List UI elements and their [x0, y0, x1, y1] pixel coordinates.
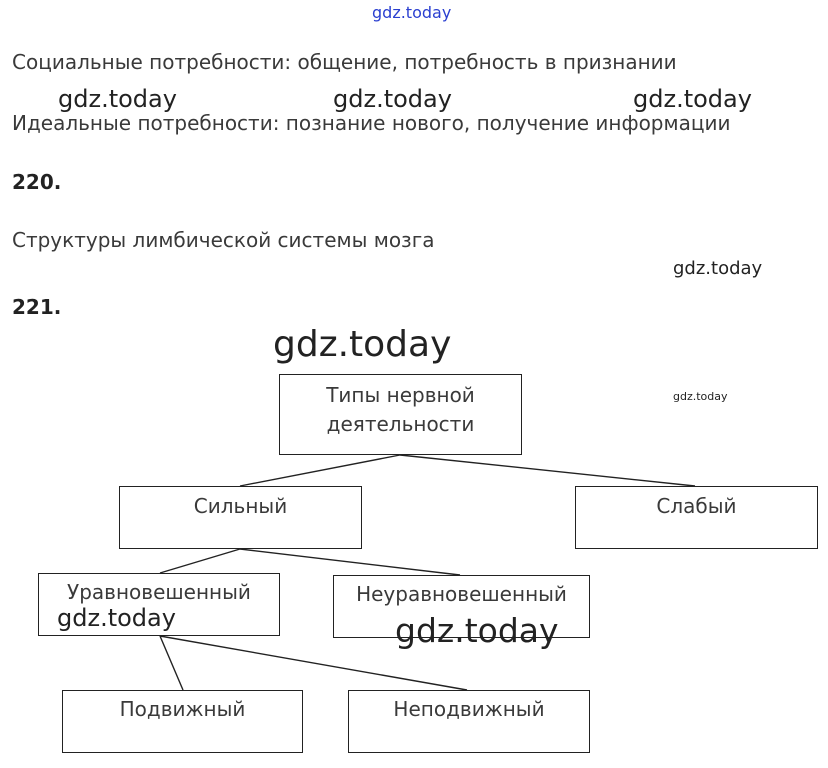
node-inert-label: Неподвижный — [393, 697, 545, 721]
watermark: gdz.today — [273, 324, 452, 365]
node-weak-label: Слабый — [656, 494, 737, 518]
node-strong-label: Сильный — [193, 494, 288, 518]
watermark: gdz.today — [673, 258, 763, 279]
node-mobile-label: Подвижный — [119, 697, 246, 721]
watermark: gdz.today — [633, 85, 752, 113]
connector-strong-unbalanced — [240, 549, 460, 575]
connector-balanced-mobile — [160, 636, 183, 690]
watermark: gdz.today — [57, 604, 176, 632]
watermark: gdz.today — [673, 390, 728, 403]
node-inert — [348, 690, 590, 753]
node-balanced-label: Уравновешенный — [67, 580, 251, 604]
ideal-needs-line: Идеальные потребности: познание нового, получение информации — [12, 111, 731, 135]
social-needs-line: Социальные потребности: общение, потребность в признании — [12, 50, 677, 74]
connector-root-strong — [240, 455, 400, 486]
node-mobile — [62, 690, 303, 753]
watermark: gdz.today — [333, 85, 452, 113]
node-weak — [575, 486, 818, 549]
watermark: gdz.today — [58, 85, 177, 113]
node-unbalanced-label: Неуравновешенный — [356, 582, 567, 606]
task-number-221: 221. — [12, 295, 62, 319]
node-root-label: Типы нервной деятельности — [326, 383, 475, 436]
watermark-top: gdz.today — [372, 3, 452, 22]
connector-root-weak — [400, 455, 695, 486]
connector-strong-balanced — [160, 549, 240, 573]
node-root — [279, 374, 522, 455]
node-strong — [119, 486, 362, 549]
limbic-structures-line: Структуры лимбической системы мозга — [12, 228, 435, 252]
watermark: gdz.today — [395, 611, 559, 650]
task-number-220: 220. — [12, 170, 62, 194]
